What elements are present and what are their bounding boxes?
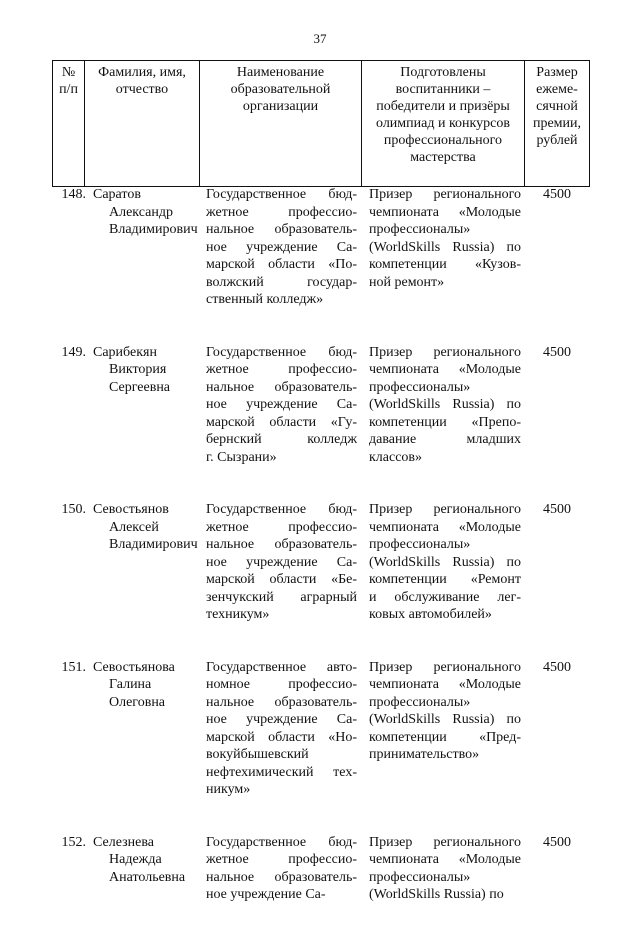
person-name <box>89 501 202 624</box>
row-number: 151. <box>61 659 86 675</box>
organization-line: Государственное бюд- <box>206 187 357 202</box>
achievement-line: Призер регионального <box>369 834 521 850</box>
bonus-amount: 4500 <box>543 187 571 202</box>
organization-line: ное учреждение Са- <box>206 554 357 570</box>
records-list <box>52 186 589 939</box>
name-first: Надежда <box>109 852 162 867</box>
achievement-text <box>369 501 521 624</box>
organization-line: нальное образователь- <box>206 694 357 710</box>
organization-text <box>206 501 357 624</box>
name-first: Александр <box>109 204 173 220</box>
person-name <box>89 834 202 904</box>
bonus-amount: 4500 <box>543 834 571 850</box>
achievement-line: Призер регионального <box>369 659 521 675</box>
table-row <box>52 186 589 309</box>
table-header <box>52 60 590 187</box>
header-organization: Наименование образовательной организации <box>200 61 362 187</box>
organization-text <box>206 659 357 799</box>
organization-line: жетное профессио- <box>206 519 357 535</box>
achievement-line: компетенции «Пред- <box>369 729 521 745</box>
organization-line: техникум» <box>206 607 270 622</box>
achievement-line: профессионалы» <box>369 537 471 552</box>
achievement-line: компетенции «Ремонт <box>369 572 521 587</box>
achievement-line: давание младших <box>369 432 521 447</box>
organization-line: марской области «Но- <box>206 729 357 745</box>
achievement-line: ковых автомобилей» <box>369 607 492 622</box>
achievement-line: чемпионата «Молодые <box>369 677 521 692</box>
organization-line: Государственное бюд- <box>206 834 357 850</box>
organization-text <box>206 186 357 309</box>
name-first: Алексей <box>109 519 159 535</box>
bonus-amount: 4500 <box>543 344 571 360</box>
organization-line: жетное профессио- <box>206 362 357 377</box>
organization-line: нальное образователь- <box>206 379 357 395</box>
table-row <box>52 344 589 467</box>
person-name <box>89 186 202 309</box>
name-first: Галина <box>109 677 152 692</box>
achievement-line: профессионалы» <box>369 869 471 885</box>
achievement-line: чемпионата «Молодые <box>369 362 521 377</box>
name-surname: Сарибекян <box>93 344 157 360</box>
name-patronymic: Сергеевна <box>109 379 171 395</box>
organization-line: ное учреждение Са- <box>206 239 357 255</box>
organization-line: марской области «Бе- <box>206 572 357 587</box>
header-name: Фамилия, имя, отчество <box>85 61 200 187</box>
name-patronymic: Олеговна <box>109 694 166 710</box>
name-first: Виктория <box>109 362 167 377</box>
name-surname: Севостьянов <box>93 502 169 517</box>
achievement-line: ной ремонт» <box>369 274 445 290</box>
achievement-line: компетенции «Препо- <box>369 414 521 430</box>
organization-line: нальное образователь- <box>206 222 357 237</box>
person-name <box>89 659 202 799</box>
achievement-line: Призер регионального <box>369 344 521 360</box>
organization-line: ное учреждение Са- <box>206 712 357 727</box>
achievement-line: Призер регионального <box>369 502 521 517</box>
achievement-line: компетенции «Кузов- <box>369 257 521 272</box>
organization-line: волжский государ- <box>206 274 357 290</box>
achievement-line: (WorldSkills Russia) по <box>369 239 521 255</box>
person-name <box>89 344 202 467</box>
organization-line: Государственное бюд- <box>206 502 357 517</box>
organization-line: жетное профессио- <box>206 852 357 867</box>
achievement-line: (WorldSkills Russia) по <box>369 397 521 412</box>
achievement-line: (WorldSkills Russia) по <box>369 554 521 570</box>
name-surname: Саратов <box>93 187 141 202</box>
organization-line: ственный колледж» <box>206 292 324 307</box>
achievement-line: Призер регионального <box>369 187 521 202</box>
achievement-text <box>369 834 521 904</box>
achievement-line: профессионалы» <box>369 694 471 710</box>
organization-line: номное профессио- <box>206 677 357 692</box>
header-num: № п/п <box>53 61 85 187</box>
achievement-line: и обслуживание лег- <box>369 589 521 605</box>
achievement-line: (WorldSkills Russia) по <box>369 887 504 902</box>
header-prepared: Подготовлены воспитанники – победители и призёры олимпиад и конкурсов профессионального мастерства <box>362 61 525 187</box>
name-patronymic: Владимирович <box>109 222 198 237</box>
organization-line: ное учреждение Са- <box>206 887 326 902</box>
organization-line: жетное профессио- <box>206 204 357 220</box>
table-row <box>52 834 589 904</box>
organization-line: Государственное бюд- <box>206 344 357 360</box>
organization-line: нальное образователь- <box>206 537 357 552</box>
achievement-line: классов» <box>369 449 423 465</box>
row-number: 148. <box>61 187 86 202</box>
organization-line: бернский колледж <box>206 432 357 447</box>
organization-line: г. Сызрани» <box>206 449 277 465</box>
organization-text <box>206 834 357 904</box>
page-number: 37 <box>313 31 327 46</box>
row-number: 150. <box>61 502 86 517</box>
organization-line: ное учреждение Са- <box>206 397 357 412</box>
achievement-text <box>369 186 521 309</box>
organization-line: зенчукский аграрный <box>206 589 357 605</box>
bonus-amount: 4500 <box>543 502 571 517</box>
name-surname: Севостьянова <box>93 659 175 675</box>
row-number: 152. <box>61 834 86 850</box>
organization-line: вокуйбышевский <box>206 747 309 762</box>
name-patronymic: Владимирович <box>109 537 198 552</box>
achievement-text <box>369 659 521 799</box>
achievement-line: чемпионата «Молодые <box>369 204 521 220</box>
achievement-text <box>369 344 521 467</box>
header-size: Размер ежеме-сячной премии, рублей <box>525 61 590 187</box>
organization-line: нальное образователь- <box>206 869 357 885</box>
name-surname: Селезнева <box>93 834 154 850</box>
organization-line: Государственное авто- <box>206 659 357 675</box>
row-number: 149. <box>61 344 86 360</box>
achievement-line: чемпионата «Молодые <box>369 852 521 867</box>
name-patronymic: Анатольевна <box>109 869 186 885</box>
header-row <box>53 61 590 187</box>
bonus-amount: 4500 <box>543 659 571 675</box>
achievement-line: принимательство» <box>369 747 480 762</box>
achievement-line: профессионалы» <box>369 379 471 395</box>
table-row <box>52 501 589 624</box>
achievement-line: чемпионата «Молодые <box>369 519 521 535</box>
organization-text <box>206 344 357 467</box>
achievement-line: (WorldSkills Russia) по <box>369 712 521 727</box>
organization-line: никум» <box>206 782 251 797</box>
organization-line: марской области «По- <box>206 257 357 272</box>
organization-line: марской области «Гу- <box>206 414 357 430</box>
achievement-line: профессионалы» <box>369 222 471 237</box>
table-row <box>52 659 589 799</box>
organization-line: нефтехимический тех- <box>206 764 357 780</box>
